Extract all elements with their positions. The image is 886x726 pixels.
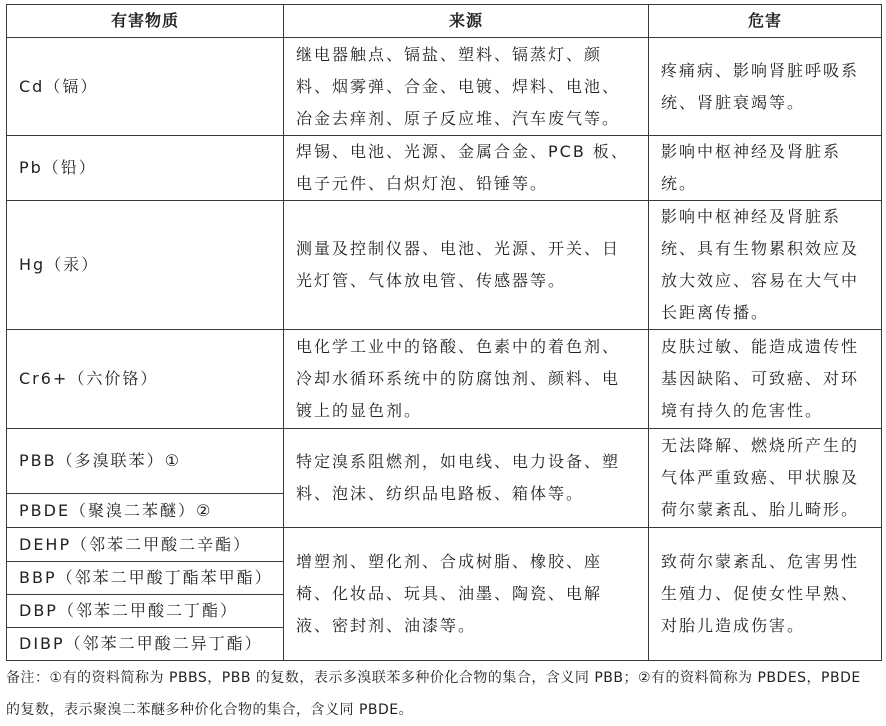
substance-cell: Cd（镉） [7,38,284,136]
source-cell: 继电器触点、镉盐、塑料、镉蒸灯、颜料、烟雾弹、合金、电镀、焊料、电池、冶金去痒剂、原子反应堆、汽车废气等。 [284,38,649,136]
substance-cell: Cr6+（六价铬） [7,330,284,429]
substance-cell-pbde: PBDE（聚溴二苯醚）② [7,494,284,528]
header-hazard: 危害 [649,5,882,38]
substance-cell: Hg（汞） [7,201,284,330]
source-cell: 增塑剂、塑化剂、合成树脂、橡胶、座椅、化妆品、玩具、油墨、陶瓷、电解液、密封剂、油漆等。 [284,528,649,661]
substance-cell-dibp: DIBP（邻苯二甲酸二异丁酯） [7,628,284,661]
hazardous-substances-table [6,4,882,661]
source-cell: 电化学工业中的铬酸、色素中的着色剂、冷却水循环系统中的防腐蚀剂、颜料、电镀上的显色剂。 [284,330,649,429]
hazard-cell: 疼痛病、影响肾脏呼吸系统、肾脏衰竭等。 [649,38,882,136]
substance-cell-bbp: BBP（邻苯二甲酸丁酯苯甲酯） [7,562,284,595]
source-cell: 测量及控制仪器、电池、光源、开关、日光灯管、气体放电管、传感器等。 [284,201,649,330]
hazard-cell: 无法降解、燃烧所产生的气体严重致癌、甲状腺及荷尔蒙紊乱、胎儿畸形。 [649,429,882,528]
hazard-cell: 影响中枢神经及肾脏系统。 [649,136,882,201]
table-row-pbb [7,429,882,494]
source-cell: 焊锡、电池、光源、金属合金、PCB 板、电子元件、白炽灯泡、铅锤等。 [284,136,649,201]
substance-cell-dehp: DEHP（邻苯二甲酸二辛酯） [7,528,284,562]
header-source: 来源 [284,5,649,38]
footnote-line-2: 的复数，表示聚溴二苯醚多种价化合物的集合，含义同 PBDE。 [6,702,414,718]
substance-cell-dbp: DBP（邻苯二甲酸二丁酯） [7,595,284,628]
header-substance: 有害物质 [7,5,284,38]
source-cell: 特定溴系阻燃剂，如电线、电力设备、塑料、泡沫、纺织品电路板、箱体等。 [284,429,649,528]
table-row-cd [7,38,882,136]
substance-cell-pbb: PBB（多溴联苯）① [7,429,284,494]
hazard-cell: 皮肤过敏、能造成遗传性基因缺陷、可致癌、对环境有持久的危害性。 [649,330,882,429]
table-row-hg [7,201,882,330]
footnote [6,662,882,726]
table-row-cr6 [7,330,882,429]
footnote-line-1: 备注：①有的资料简称为 PBBS，PBB 的复数，表示多溴联苯多种价化合物的集合，含义同 PBB；②有的资料简称为 PBDES，PBDE [6,670,861,686]
table-row-pb [7,136,882,201]
hazard-cell: 影响中枢神经及肾脏系统、具有生物累积效应及放大效应、容易在大气中长距离传播。 [649,201,882,330]
substance-cell: Pb（铅） [7,136,284,201]
table-row-dehp [7,528,882,562]
table-header-row [7,5,882,38]
hazard-cell: 致荷尔蒙紊乱、危害男性生殖力、促使女性早熟、对胎儿造成伤害。 [649,528,882,661]
